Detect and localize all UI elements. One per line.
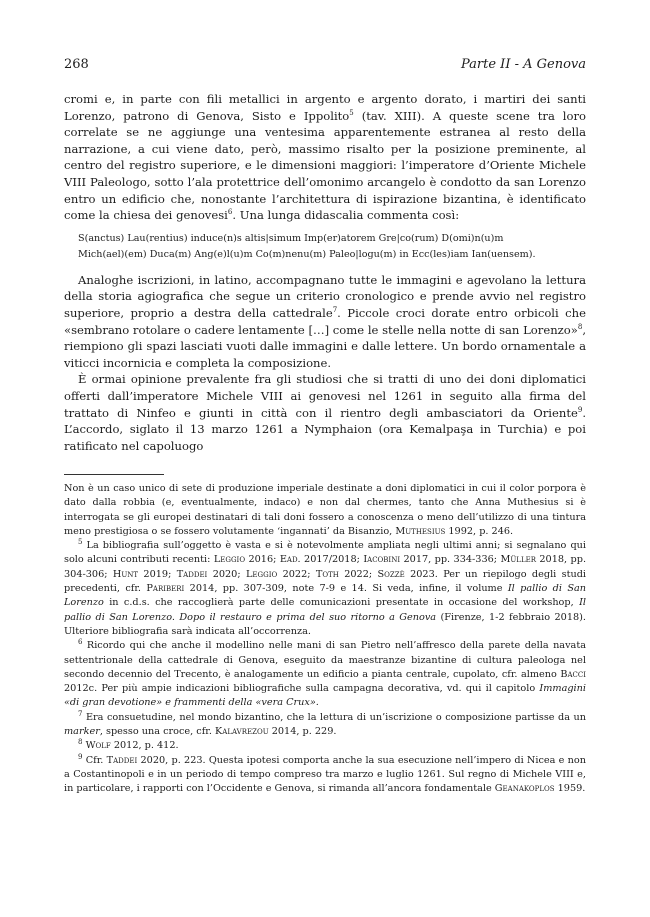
main-text [64,91,586,454]
footnote-ref-5[interactable]: 5 [349,108,354,117]
paragraph-2: Analoghe iscrizioni, in latino, accompagnano tutte le immagini e agevolano la lettura della storia agiografica che segue un criterio cronologico e prende avvio nel registro superiore, proprio a destra della cattedrale$^7$. Piccole croci dorate entro orbicoli che «sembrano rotolare o cadere lentamente […] come le stelle nella notte di san Lorenzo»$^8$, riempiono gli spazi lasciati vuoti dalle immagini e dalle lettere. Un bordo ornamentale a viticci incornicia e completa la composizione. [64,272,586,370]
footnote-ref-6[interactable]: 6 [227,208,233,217]
footnote-8: $^8$ Wolf 2012, p. 412. [78,738,179,752]
footnote-5: $^5$ La bibliografia sull’oggetto è vasta e si è notevolmente ampliata negli ultimi anni; si segnalano qui solo alcuni contributi recenti: Leggio 2016; Ead. 2017/2018; Iacobini 2017, pp. 334-336; Müller 2018, pp. 304-306; Hunt 2019; Taddei 2020; Leggio 2022; Toth 2022; Sozzè 2023. Per un riepilogo degli studi precedenti, cfr. Pariberi 2014, pp. 307-309, note 7-9 e 14. Si veda, infine, il volume Il pallio di San Lorenzo in c.d.s. che raccoglierà parte delle comunicazioni presentate in occasione del workshop, Il pallio di San Lorenzo. Dopo il restauro e prima del suo ritorno a Genova (Firenze, 1-2 febbraio 2018). Ulteriore bibliografia sarà indicata all’occorrenza. [64,537,587,637]
footnote-ref-7[interactable]: 7 [332,306,338,315]
footnotes [64,482,586,797]
paragraph-1: cromi e, in parte con fili metallici in argento e argento dorato, i martiri dei santi Lorenzo, patrono di Genova, Sisto e Ippolito$^5$ (tav. XIII). A queste scene tra loro correlate se ne aggiunge una ventesima apparentemente estranea al resto della narrazione, a cui viene dato, però, massimo risalto per la posizione preminente, al centro del registro superiore, e le dimensioni maggiori: l’imperatore d’Oriente Michele VIII Paleologo, sotto l’ala protettrice dell’omonimo arcangelo è condotto da san Lorenzo entro un edificio che, nonostante l’architettura di ispirazione bizantina, è identificato come la chiesa dei genovesi$^6$. Una lunga didascalia commenta così: [64,92,586,223]
footnote-continuation: Non è un caso unico di sete di produzione imperiale destinate a doni diplomatici in cui il color porpora è dato dalla robbia (e, eventualmente, indaco) e non dal chermes, tanto che Anna Muthesius si è interrogata se gli europei destinatari di tali doni fossero a conoscenza o meno dell’utilizzo di una tintura meno prestigiosa o se fossero volutamente ‘ingannati’ da Bisanzio, Muthesius 1992, p. 246. [64,483,586,537]
running-head: Parte II - A Genova [461,57,586,72]
inscription-line: Mich(ael)(em) Duca(m) Ang(e)l(u)m Co(m)nenu(m) Paleo|logu(m) in Ecc(les)iam Ian(uensem). [78,248,536,260]
paragraph-3: È ormai opinione prevalente fra gli studiosi che si tratti di uno dei doni diplomatici offerti dall’imperatore Michele VIII ai genovesi nel 1261 in seguito alla firma del trattato di Ninfeo e giunti in città con il rientro degli ambasciatori da Oriente$^9$. L’accordo, siglato il 13 marzo 1261 a Nymphaion (ora Kemalpaşa in Turchia) e poi ratificato nel capoluogo [64,372,586,453]
page-number: 268 [64,57,89,72]
inscription-line: S(anctus) Lau(rentius) induce(n)s altis|simum Imp(er)atorem Gre|co(rum) D(omi)n(u)m [78,232,504,244]
inscription-block [78,231,586,263]
footnote-7: $^7$ Era consuetudine, nel mondo bizantino, che la lettura di un’iscrizione o composizione partisse da un marker, spesso una croce, cfr. Kalavrezou 2014, p. 229. [64,709,586,738]
footnote-9: $^9$ Cfr. Taddei 2020, p. 223. Questa ipotesi comporta anche la sua esecuzione nell’impero di Nicea e non a Costantinopoli e in un periodo di tempo compreso tra marzo e luglio 1261. Sul regno di Michele VIII e, in particolare, i rapporti con l’Occidente e Genova, si rimanda all’ancora fondamentale Geanakoplos 1959. [64,752,586,795]
footnote-separator [64,474,164,475]
footnote-ref-9[interactable]: 9 [577,405,583,414]
page-header [64,57,586,73]
footnote-6: $^6$ Ricordo qui che anche il modellino nelle mani di san Pietro nell’affresco della parete della navata settentrionale della cattedrale di Genova, eseguito da maestranze bizantine di cultura paleologa nel secondo decennio del Trecento, è analogamente un edificio a pianta centrale, cupolato, cfr. almeno Bacci 2012c. Per più ampie indicazioni bibliografiche sulla campagna decorativa, vd. qui il capitolo Immagini «di gran devotione» e frammenti della «vera Crux». [64,638,586,709]
footnote-ref-8[interactable]: 8 [577,322,583,331]
